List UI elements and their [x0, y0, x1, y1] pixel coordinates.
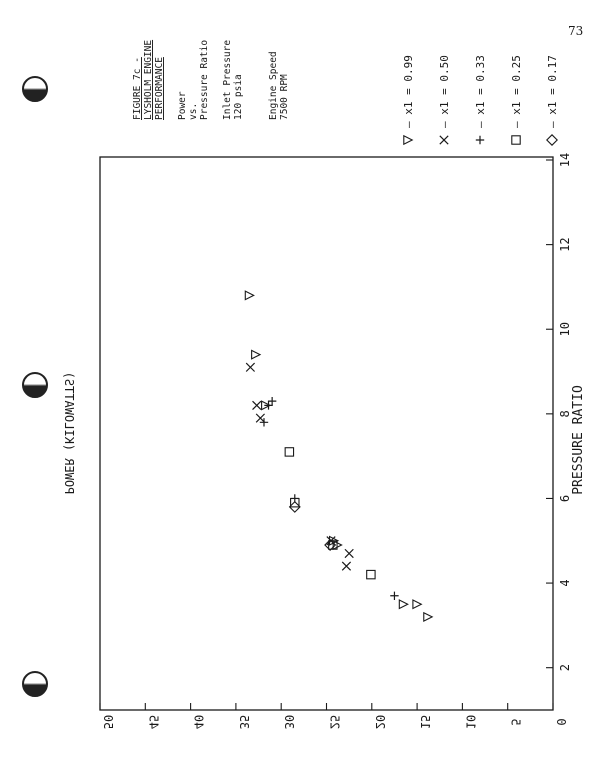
- data-point-plus: [390, 592, 398, 600]
- x-tick-label: 14: [558, 152, 572, 168]
- caption-block: [132, 40, 290, 120]
- y-tick-label: 15: [418, 714, 433, 730]
- marks-layer: [245, 291, 432, 621]
- condition-line-5: 7500 RPM: [279, 74, 290, 120]
- y-axis-label: POWER (KILOWATTS): [62, 371, 76, 495]
- legend-label: — x1 = 0.25: [510, 55, 523, 128]
- y-tick-label: 5: [508, 718, 523, 726]
- data-point-triangle: [252, 350, 260, 358]
- data-point-triangle: [245, 291, 253, 299]
- legend-marker-plus: [476, 136, 484, 144]
- y-tick-label: 35: [236, 714, 251, 730]
- description-line-3: Pressure Ratio: [199, 39, 210, 120]
- y-tick-label: 20: [372, 714, 387, 730]
- legend-layer: [402, 55, 559, 145]
- legend-label: — x1 = 0.99: [402, 55, 415, 128]
- legend-marker-diamond: [547, 135, 557, 145]
- plot-frame: [100, 157, 553, 710]
- legend-label: — x1 = 0.17: [546, 55, 559, 128]
- y-tick-label: 0: [554, 718, 568, 726]
- legend-marker-square: [512, 136, 520, 144]
- axes-layer: [100, 153, 572, 729]
- x-tick-label: 6: [558, 494, 572, 503]
- x-tick-label: 8: [558, 410, 572, 418]
- data-point-x: [246, 363, 254, 371]
- x-tick-label: 10: [558, 322, 572, 337]
- condition-line-4: Engine Speed: [268, 51, 279, 120]
- x-axis-label: PRESSURE RATIO: [571, 385, 586, 495]
- description-line-1: Power: [177, 91, 188, 120]
- data-point-x: [256, 414, 264, 422]
- data-point-triangle: [399, 600, 407, 608]
- legend-marker-x: [440, 136, 448, 144]
- figure-subtitle-line-1: LYSHOLM ENGINE: [143, 39, 154, 120]
- data-point-triangle: [424, 613, 432, 621]
- x-tick-label: 12: [558, 237, 572, 252]
- data-point-x: [342, 562, 350, 570]
- x-tick-label: 2: [558, 664, 572, 672]
- description-line-2: vs.: [188, 102, 199, 120]
- y-tick-label: 50: [101, 714, 115, 730]
- data-point-plus: [264, 401, 272, 409]
- x-tick-label: 4: [558, 579, 572, 587]
- condition-line-2: 120 psia: [233, 74, 244, 120]
- data-point-square: [285, 448, 293, 456]
- page-number: 73: [568, 24, 584, 38]
- y-tick-label: 30: [282, 714, 297, 730]
- data-point-square: [367, 570, 375, 578]
- data-point-x: [253, 401, 261, 409]
- legend-label: — x1 = 0.33: [474, 55, 487, 128]
- condition-line-1: Inlet Pressure: [222, 39, 233, 120]
- y-tick-label: 40: [191, 714, 206, 730]
- y-tick-label: 45: [146, 714, 161, 730]
- data-point-plus: [268, 397, 276, 405]
- figure-title: FIGURE 7c -: [132, 57, 143, 120]
- legend-marker-triangle: [404, 136, 412, 144]
- data-point-x: [345, 549, 353, 557]
- figure-subtitle-line-2: PERFORMANCE: [154, 57, 165, 120]
- legend-label: — x1 = 0.50: [438, 55, 451, 128]
- y-tick-label: 25: [327, 714, 342, 730]
- data-point-triangle: [413, 600, 421, 608]
- y-tick-label: 10: [463, 714, 478, 730]
